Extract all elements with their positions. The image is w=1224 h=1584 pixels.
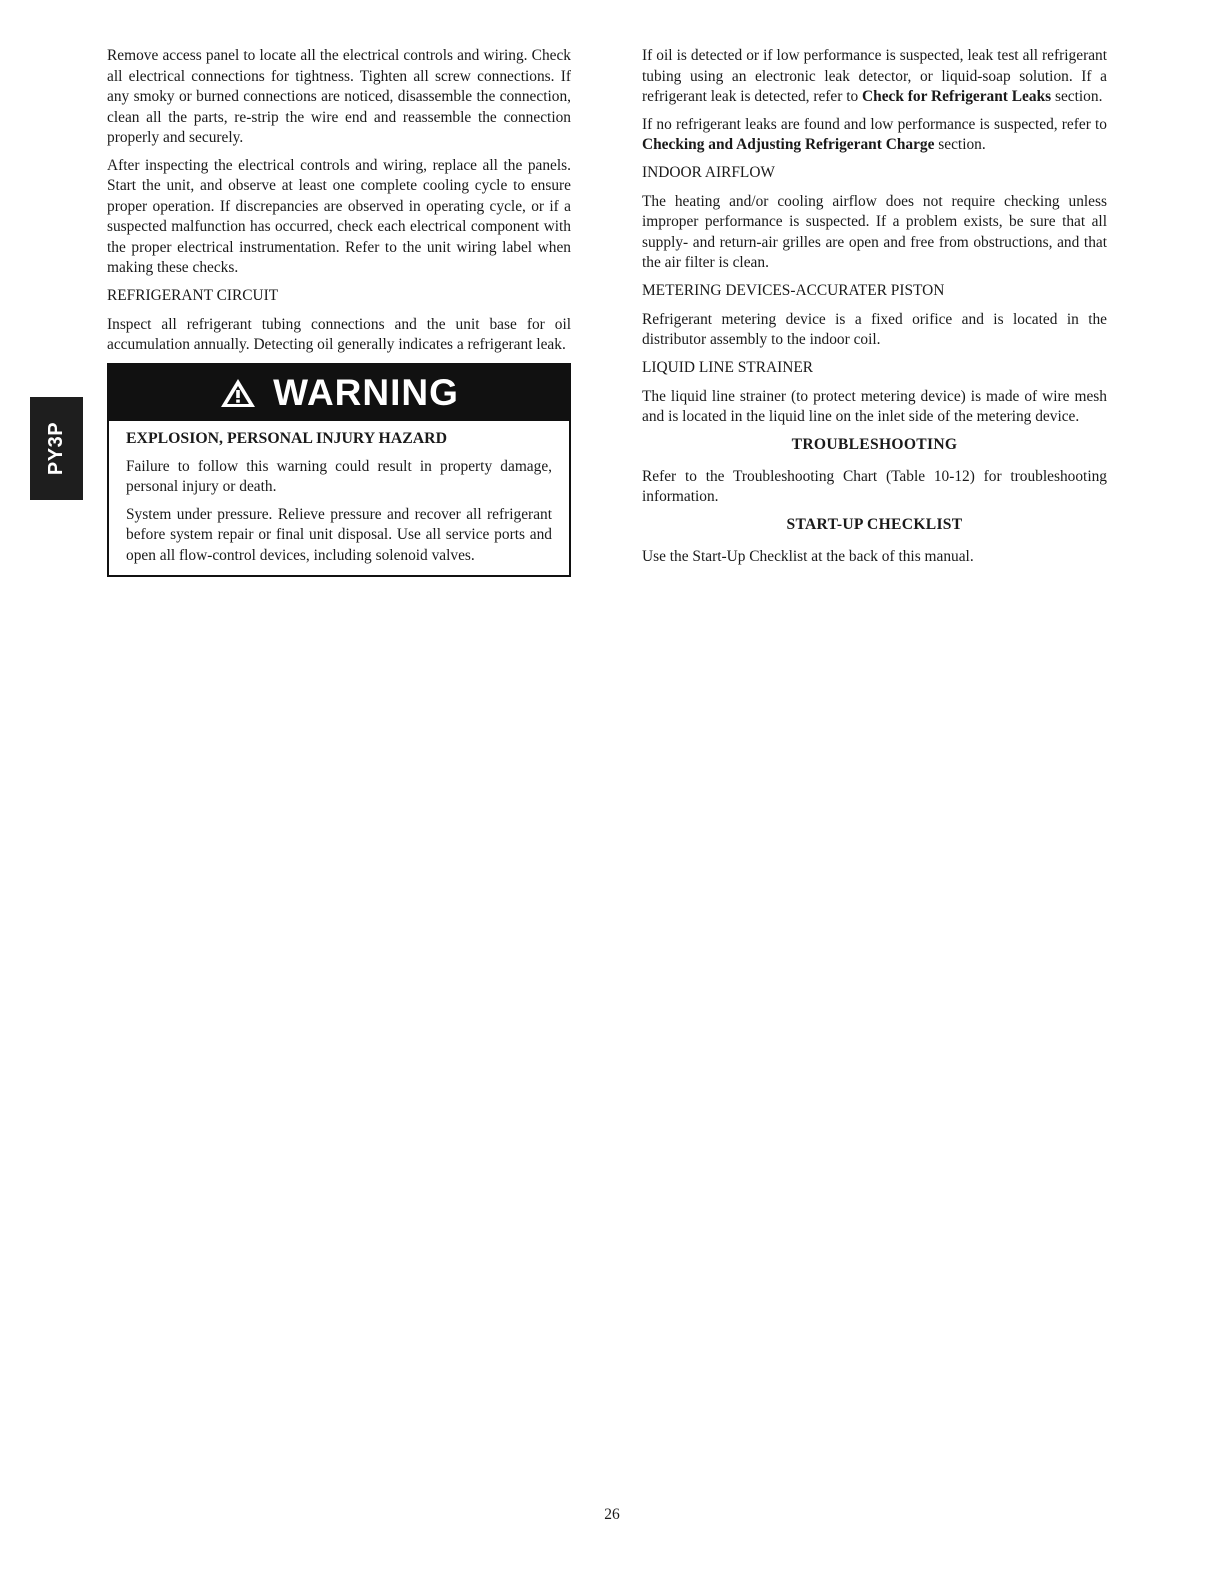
paragraph-metering-device: Refrigerant metering device is a fixed orifice and is located in the distributor assembly to the indoor coil. — [642, 310, 1107, 348]
link-checking-adjusting-charge: Checking and Adjusting Refrigerant Charge — [642, 136, 935, 153]
right-column — [642, 46, 1107, 574]
heading-indoor-airflow: INDOOR AIRFLOW — [642, 163, 775, 181]
paragraph-troubleshooting: Refer to the Troubleshooting Chart (Table 10-12) for troubleshooting information. — [642, 467, 1107, 505]
left-column — [107, 46, 571, 577]
warning-triangle-icon — [219, 377, 257, 409]
heading-refrigerant-circuit: REFRIGERANT CIRCUIT — [107, 286, 279, 304]
paragraph-oil-detected: If oil is detected or if low performance is suspected, leak test all refrigerant tubing using an electronic leak detector, or liquid-soap solution. If a refrigerant leak is detected, refer to Check for Refrigerant Leaks section. — [642, 47, 1107, 105]
warning-banner-text: WARNING — [273, 372, 459, 413]
section-side-tab — [30, 397, 83, 500]
warning-instructions: System under pressure. Relieve pressure and recover all refrigerant before system repair or final unit disposal. Use all service ports and open all flow-control devices, including solenoid valves. — [126, 505, 552, 564]
warning-consequence: Failure to follow this warning could result in property damage, personal injury or death. — [126, 457, 552, 495]
paragraph-electrical-inspection: Remove access panel to locate all the electrical controls and wiring. Check all electrical connections for tightness. Tighten all screw connections. If any smoky or burned connections are noticed, disassemble the connection, clean all the parts, re-strip the wire end and reassemble the connection properly and securely. — [107, 47, 571, 146]
paragraph-indoor-airflow: The heating and/or cooling airflow does not require checking unless improper performance is suspected. If a problem exists, be sure that all supply- and return-air grilles are open and free from obstructions, and that the air filter is clean. — [642, 192, 1107, 271]
heading-troubleshooting: TROUBLESHOOTING — [791, 435, 958, 453]
hazard-title: EXPLOSION, PERSONAL INJURY HAZARD — [126, 429, 447, 447]
paragraph-no-leaks: If no refrigerant leaks are found and low performance is suspected, refer to Checking and Adjusting Refrigerant Charge section. — [642, 115, 1107, 153]
paragraph-liquid-line-strainer: The liquid line strainer (to protect metering device) is made of wire mesh and is located in the liquid line on the inlet side of the metering device. — [642, 387, 1107, 425]
paragraph-refrigerant-inspect: Inspect all refrigerant tubing connections and the unit base for oil accumulation annually. Detecting oil generally indicates a refrigerant leak. — [107, 315, 571, 353]
warning-banner — [109, 365, 569, 421]
side-tab-label: PY3P — [45, 421, 67, 476]
paragraph-after-inspecting: After inspecting the electrical controls and wiring, replace all the panels. Start the unit, and observe at least one complete cooling cycle to ensure proper operation. If discrepancies are observed in operating cycle, or if a suspected malfunction has occurred, check each electrical component with the proper electrical instrumentation. Refer to the unit wiring label when making these checks. — [107, 156, 571, 276]
page-number: 26 — [604, 1506, 620, 1523]
warning-box — [107, 363, 571, 578]
heading-liquid-line-strainer: LIQUID LINE STRAINER — [642, 358, 813, 376]
link-check-for-refrigerant-leaks: Check for Refrigerant Leaks — [862, 88, 1052, 105]
heading-metering-devices: METERING DEVICES-ACCURATER PISTON — [642, 281, 945, 299]
heading-start-up-checklist: START-UP CHECKLIST — [786, 515, 963, 533]
paragraph-start-up-checklist: Use the Start-Up Checklist at the back of this manual. — [642, 547, 974, 565]
